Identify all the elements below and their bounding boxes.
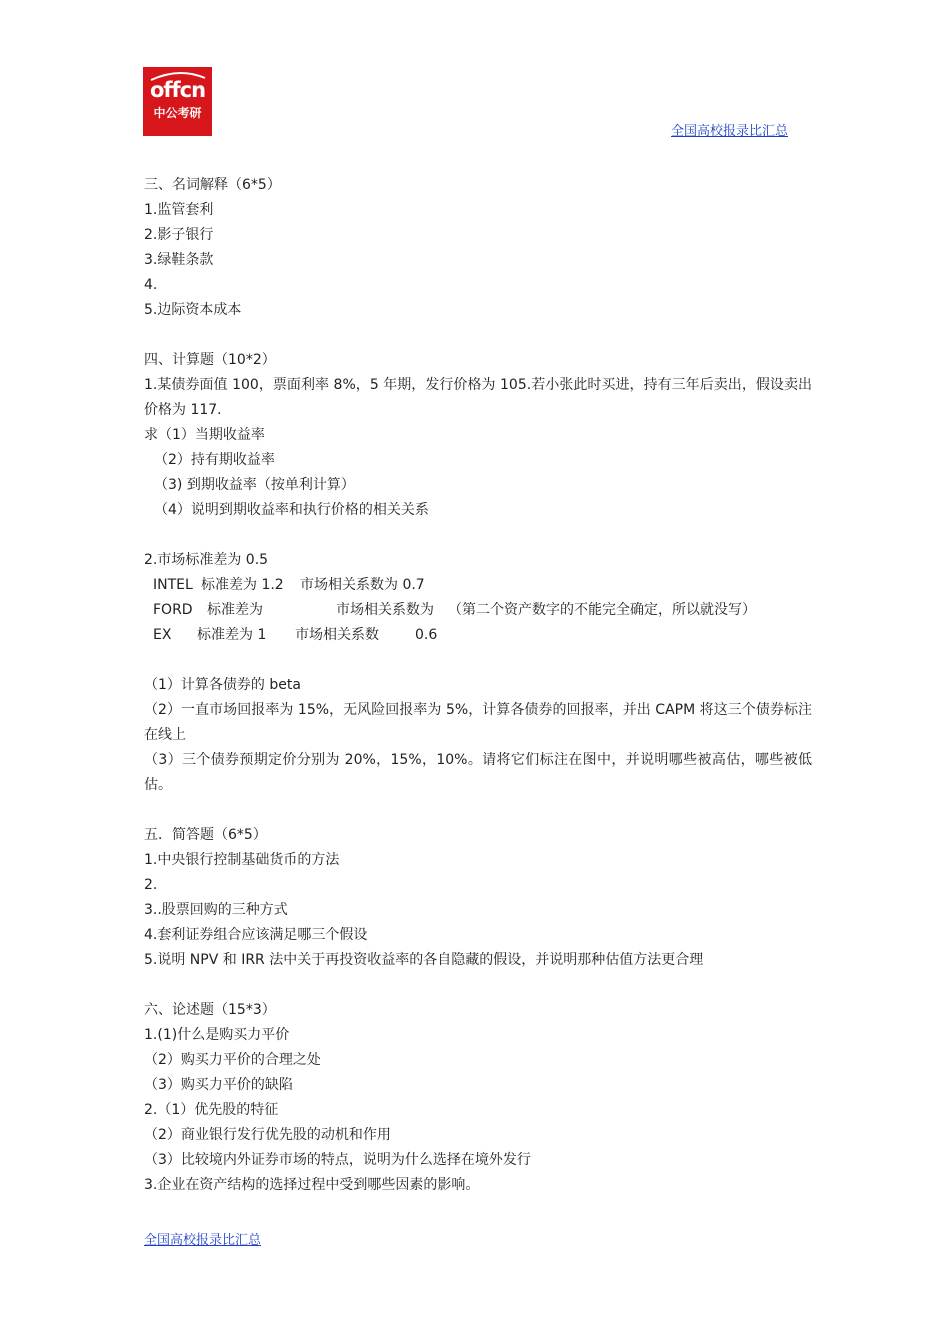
section4-q1-stem: 1.某债券面值 100，票面利率 8%，5 年期，发行价格为 105.若小张此时买进，持有三年后卖出，假设卖出价格为 117.	[144, 377, 812, 418]
section4-q2-stem: 2.市场标准差为 0.5	[144, 552, 269, 568]
section6-item: （3）比较境内外证券市场的特点，说明为什么选择在境外发行	[144, 1152, 531, 1168]
section6-item: 3.企业在资产结构的选择过程中受到哪些因素的影响。	[144, 1177, 480, 1193]
asset-sd: 标准差为	[207, 602, 263, 618]
section5-item: 1.中央银行控制基础货币的方法	[144, 852, 340, 868]
section4-q1-part: （4）说明到期收益率和执行价格的相关关系	[154, 502, 429, 518]
asset-sd: 标准差为 1.2	[201, 577, 284, 593]
asset-corr: 市场相关系数为	[336, 602, 434, 618]
header-admission-ratio-link[interactable]: 全国高校报录比汇总	[671, 124, 789, 139]
spacer	[144, 523, 812, 548]
asset-row-ford	[144, 598, 812, 623]
spacer	[144, 973, 812, 998]
spacer	[144, 798, 812, 823]
section6-item: 1.(1)什么是购买力平价	[144, 1027, 290, 1043]
section3-item: 4.	[144, 277, 158, 293]
exam-content	[144, 173, 812, 1198]
spacer	[144, 323, 812, 348]
section4-q1-part: 求（1）当期收益率	[144, 427, 265, 443]
section5-item: 5.说明 NPV 和 IRR 法中关于再投资收益率的各自隐藏的假设，并说明那种估值方法更合理	[144, 952, 704, 968]
section5-title: 五．简答题（6*5）	[144, 827, 267, 843]
logo-swoosh-icon	[149, 71, 207, 81]
section6-item: （2）商业银行发行优先股的动机和作用	[144, 1127, 391, 1143]
asset-corr: 市场相关系数为 0.7	[300, 577, 425, 593]
section5-item: 4.套利证券组合应该满足哪三个假设	[144, 927, 368, 943]
section3-title: 三、名词解释（6*5）	[144, 177, 281, 193]
asset-corr: 市场相关系数	[295, 627, 379, 643]
section4-q2-part: （3）三个债券预期定价分别为 20%，15%，10%。请将它们标注在图中，并说明哪些被高估，哪些被低估。	[144, 752, 812, 793]
section4-q1-part: （2）持有期收益率	[154, 452, 275, 468]
section6-item: 2.（1）优先股的特征	[144, 1102, 279, 1118]
section4-title: 四、计算题（10*2）	[144, 352, 276, 368]
asset-name: EX	[153, 627, 172, 643]
section4-q2-part: （2）一直市场回报率为 15%，无风险回报率为 5%，计算各债券的回报率，并出 CAPM 将这三个债券标注在线上	[144, 702, 812, 743]
section3-item: 2.影子银行	[144, 227, 214, 243]
logo-text-zh: 中公考研	[153, 106, 202, 120]
section3-item: 1.监管套利	[144, 202, 214, 218]
asset-row-intel	[144, 573, 812, 598]
section6-title: 六、论述题（15*3）	[144, 1002, 276, 1018]
section3-item: 5.边际资本成本	[144, 302, 242, 318]
offcn-logo	[143, 67, 212, 136]
section4-q1-part: （3) 到期收益率（按单利计算）	[154, 477, 355, 493]
section3-item: 3.绿鞋条款	[144, 252, 214, 268]
section5-item: 2.	[144, 877, 158, 893]
section5-item: 3..股票回购的三种方式	[144, 902, 288, 918]
asset-name: FORD	[153, 602, 193, 618]
asset-sd: 标准差为 1	[197, 627, 267, 643]
section4-q2-part: （1）计算各债券的 beta	[144, 677, 301, 693]
asset-name: INTEL	[153, 577, 193, 593]
spacer	[144, 648, 812, 673]
asset-note: 0.6	[415, 627, 438, 643]
asset-note: （第二个资产数字的不能完全确定，所以就没写）	[448, 602, 756, 618]
asset-row-ex	[144, 623, 812, 648]
section6-item: （3）购买力平价的缺陷	[144, 1077, 293, 1093]
footer-admission-ratio-link[interactable]: 全国高校报录比汇总	[144, 1233, 262, 1248]
logo-text-en: offcn	[149, 78, 206, 102]
section6-item: （2）购买力平价的合理之处	[144, 1052, 321, 1068]
